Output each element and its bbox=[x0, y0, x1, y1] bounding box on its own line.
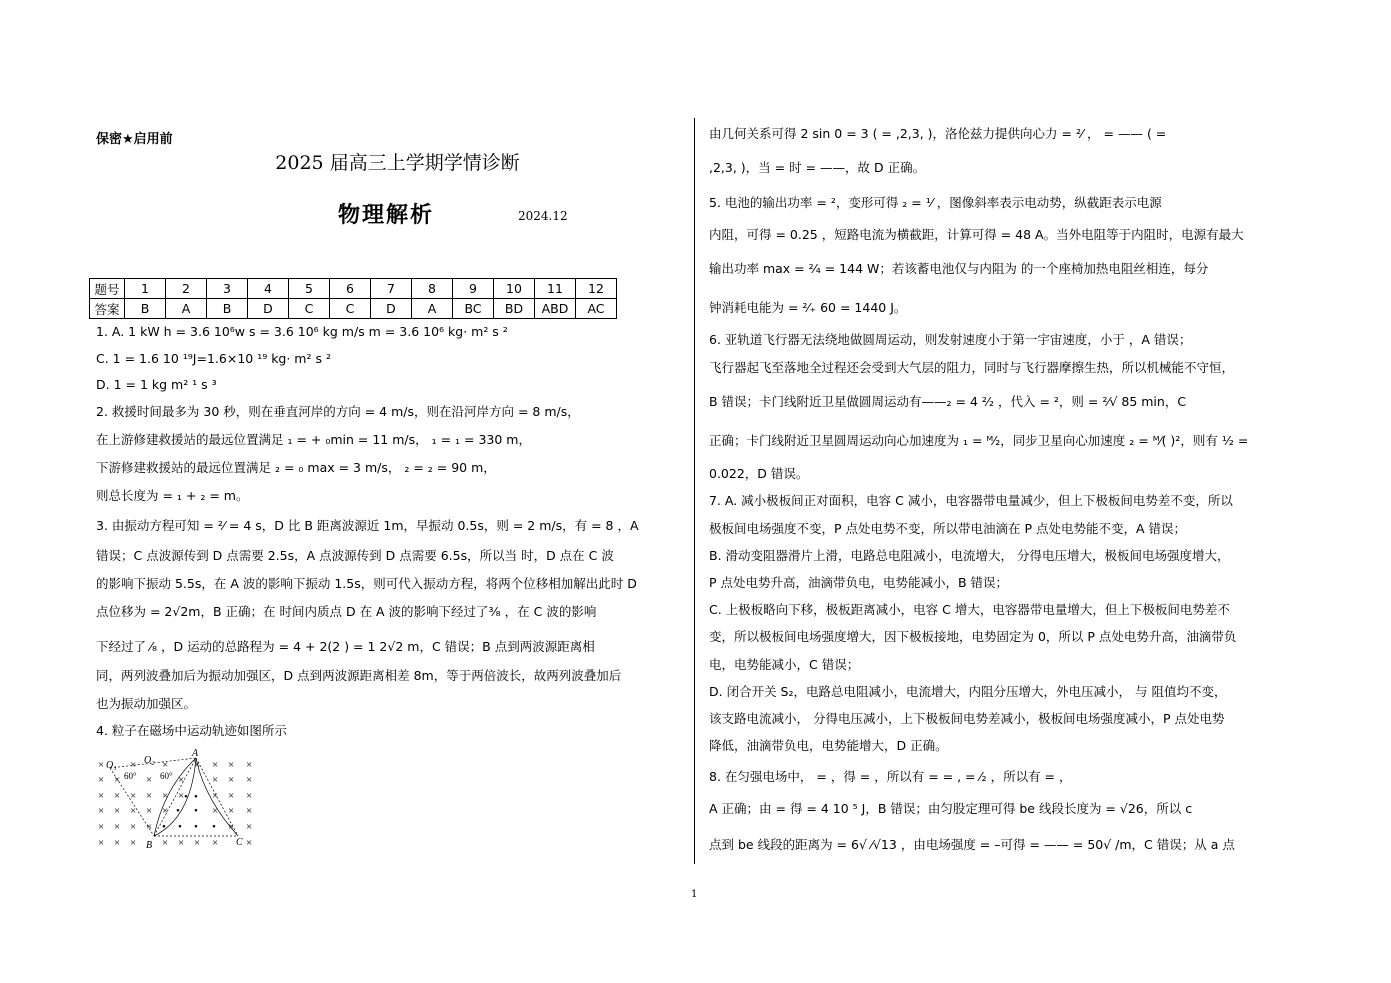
right-text-line: 变，所以极板间电场强度增大，因下极板接地，电势固定为 0，所以 P 点处电势升高，油滴带负 bbox=[709, 629, 1237, 644]
left-text-line: 也为振动加强区。 bbox=[96, 696, 197, 711]
row-label: 题号 bbox=[90, 279, 125, 299]
answer-cell: D bbox=[248, 299, 289, 319]
angle-label: 60° bbox=[124, 771, 137, 781]
cross-mark: × bbox=[130, 821, 137, 833]
dot-mark: • bbox=[194, 821, 198, 833]
cross-mark: × bbox=[98, 837, 105, 849]
left-text-line: 下游修建救援站的最远位置满足 ₂ = ₀ max = 3 m/s， ₂ = ₂ = 90 m， bbox=[96, 460, 496, 475]
cross-mark: × bbox=[130, 805, 137, 817]
answer-cell: BC bbox=[453, 299, 494, 319]
answer-cell: C bbox=[289, 299, 330, 319]
left-text-line: 则总长度为 = ₁ + ₂ = m。 bbox=[96, 488, 249, 503]
left-text-line: 3. 由振动方程可知 = ²⁄ = 4 s，D 比 B 距离波源近 1m，早振动 0.5s，则 = 2 m/s，有 = 8 ，A bbox=[96, 518, 639, 533]
question-number: 7 bbox=[371, 279, 412, 299]
answer-row bbox=[90, 299, 617, 319]
left-text-line: D. 1 = 1 kg m² ¹ s ³ bbox=[96, 377, 217, 392]
page-number: 1 bbox=[691, 889, 698, 900]
dot-mark: • bbox=[178, 821, 182, 833]
left-text-line: C. 1 = 1.6 10 ¹⁹J=1.6×10 ¹⁹ kg· m² s ² bbox=[96, 351, 331, 366]
right-text-line: D. 闭合开关 S₂，电路总电阻减小，电流增大，内阻分压增大，外电压减小， 与 阻值均不变， bbox=[709, 684, 1227, 699]
left-text-line: 在上游修建救援站的最远位置满足 ₁ = + ₀min = 11 m/s， ₁ = ₁ = 330 m， bbox=[96, 432, 531, 447]
left-text-line: 下经过了 ⁄₈ ，D 运动的总路程为 = 4 + 2(2 ) = 1 2√2 m，C 错误；B 点到两波源距离相 bbox=[96, 639, 595, 654]
right-text-line: 7. A. 减小极板间正对面积，电容 C 减小，电容器带电量减少，但上下极板间电势差不变，所以 bbox=[709, 493, 1233, 508]
cross-mark: × bbox=[228, 805, 235, 817]
cross-mark: × bbox=[246, 821, 253, 833]
answer-cell: BD bbox=[494, 299, 535, 319]
right-text-line: 该支路电流减小， 分得电压减小，上下极板间电势差减小，极板间电场强度减小，P 点处电势 bbox=[709, 711, 1225, 726]
question-number: 1 bbox=[125, 279, 166, 299]
question-number: 6 bbox=[330, 279, 371, 299]
left-text-line: 4. 粒子在磁场中运动轨迹如图所示 bbox=[96, 723, 287, 738]
cross-mark: × bbox=[162, 759, 169, 771]
cross-mark: × bbox=[246, 759, 253, 771]
cross-mark: × bbox=[212, 774, 219, 786]
label-b: B bbox=[146, 840, 153, 851]
answer-table bbox=[89, 278, 617, 319]
cross-mark: × bbox=[146, 805, 153, 817]
dot-mark: • bbox=[212, 821, 216, 833]
right-text-line: 8. 在匀强电场中， = ，得 = ，所以有 = = , = ⁄₂ ，所以有 = ， bbox=[709, 769, 1072, 784]
cross-mark: × bbox=[98, 805, 105, 817]
left-text-line: 1. A. 1 kW h = 3.6 10⁶w s = 3.6 10⁶ kg m/s m = 3.6 10⁶ kg· m² s ² bbox=[96, 324, 508, 339]
right-text-line: 点到 be 线段的距离为 = 6√ ⁄√13 ，由电场强度 = –可得 = —— = 50√ /m，C 错误；从 a 点 bbox=[709, 837, 1235, 852]
cross-mark: × bbox=[246, 774, 253, 786]
cross-mark: × bbox=[98, 759, 105, 771]
cross-mark: × bbox=[114, 774, 121, 786]
right-text-line: B 错误；卡门线附近卫星做圆周运动有——₂ = 4 ²⁄₂ ，代入 = ²，则 = ²⁄√ 85 min，C bbox=[709, 394, 1187, 409]
left-text-line: 点位移为 = 2√2m，B 正确；在 时间内质点 D 在 A 波的影响下经过了³⁄₈ ，在 C 波的影响 bbox=[96, 604, 597, 619]
cross-mark: × bbox=[178, 774, 185, 786]
cross-mark: × bbox=[130, 837, 137, 849]
cross-mark: × bbox=[228, 790, 235, 802]
cross-mark: × bbox=[212, 837, 219, 849]
cross-mark: × bbox=[162, 805, 169, 817]
question-number: 10 bbox=[494, 279, 535, 299]
right-text-line: 0.022，D 错误。 bbox=[709, 466, 809, 481]
question-number: 12 bbox=[576, 279, 617, 299]
document-subtitle: 物理解析 bbox=[338, 202, 435, 228]
right-text-line: 极板间电场强度不变，P 点处电势不变，所以带电油滴在 P 点处电势能不变，A 错误； bbox=[709, 521, 1187, 536]
cross-mark: × bbox=[246, 805, 253, 817]
cross-mark: × bbox=[98, 774, 105, 786]
right-text-line: 6. 亚轨道飞行器无法绕地做圆周运动，则发射速度小于第一宇宙速度，小于 ，A 错误； bbox=[709, 332, 1192, 347]
cross-mark: × bbox=[178, 837, 185, 849]
question-number: 8 bbox=[412, 279, 453, 299]
answer-cell: B bbox=[125, 299, 166, 319]
answer-cell: B bbox=[207, 299, 248, 319]
cross-mark: × bbox=[246, 837, 253, 849]
cross-mark: × bbox=[130, 790, 137, 802]
label-o1: O₁ bbox=[106, 760, 117, 771]
answer-cell: ABD bbox=[535, 299, 576, 319]
dot-mark: • bbox=[162, 821, 166, 833]
row-label: 答案 bbox=[90, 299, 125, 319]
right-text-line: 内阻，可得 = 0.25 ，短路电流为横截距，计算可得 = 48 A。当外电阻等于内阻时，电源有最大 bbox=[709, 227, 1244, 242]
cross-mark: × bbox=[228, 821, 235, 833]
question-number: 2 bbox=[166, 279, 207, 299]
cross-mark: × bbox=[212, 790, 219, 802]
dot-mark: • bbox=[184, 791, 188, 803]
right-text-line: A 正确；由 = 得 = 4 10 ⁵ J，B 错误；由匀股定理可得 be 线段长度为 = √26，所以 c bbox=[709, 801, 1193, 816]
right-text-line: 由几何关系可得 2 sin 0 = 3 ( = ,2,3, )，洛伦兹力提供向心力 = ²⁄ ， = —— ( = bbox=[709, 126, 1167, 141]
trajectory-diagram bbox=[96, 748, 266, 853]
left-text-line: 同，两列波叠加后为振动加强区，D 点到两波源距离相差 8m，等于两倍波长，故两列波叠加后 bbox=[96, 668, 622, 683]
cross-mark: × bbox=[146, 774, 153, 786]
cross-mark: × bbox=[98, 790, 105, 802]
dot-mark: • bbox=[194, 791, 198, 803]
cross-mark: × bbox=[114, 837, 121, 849]
cross-mark: × bbox=[114, 821, 121, 833]
right-text-line: 5. 电池的输出功率 = ²，变形可得 ₂ = ¹⁄ ，图像斜率表示电动势，纵截距表示电源 bbox=[709, 195, 1162, 210]
answer-cell: C bbox=[330, 299, 371, 319]
cross-mark: × bbox=[228, 759, 235, 771]
cross-mark: × bbox=[114, 805, 121, 817]
document-date: 2024.12 bbox=[518, 209, 568, 223]
left-text-line: 的影响下振动 5.5s，在 A 波的影响下振动 1.5s，则可代入振动方程，将两个位移相加解出此时 D bbox=[96, 576, 637, 591]
right-text-line: 正确；卡门线附近卫星圆周运动向心加速度为 ₁ = ᴹ⁄₂，同步卫星向心加速度 ₂ = ᴹ⁄( )²，则有 ¹⁄₂ = bbox=[709, 433, 1249, 448]
cross-mark: × bbox=[146, 790, 153, 802]
answer-cell: AC bbox=[576, 299, 617, 319]
answer-cell: A bbox=[412, 299, 453, 319]
cross-mark: × bbox=[98, 821, 105, 833]
right-text-line: 钟消耗电能为 = ²⁄₊ 60 = 1440 J。 bbox=[709, 300, 907, 315]
angle-label: 60° bbox=[160, 771, 173, 781]
column-divider bbox=[694, 118, 695, 864]
cross-mark: × bbox=[212, 805, 219, 817]
right-text-line: 电，电势能减小，C 错误； bbox=[709, 657, 860, 672]
right-text-line: P 点处电势升高，油滴带负电，电势能减小，B 错误； bbox=[709, 575, 1009, 590]
cross-mark: × bbox=[212, 759, 219, 771]
cross-mark: × bbox=[114, 790, 121, 802]
label-c: C bbox=[236, 837, 243, 848]
right-text-line: 输出功率 max = ²⁄₄ = 144 W；若该蓄电池仅与内阻为 的一个座椅加热电阻丝相连，每分 bbox=[709, 261, 1209, 276]
question-number: 5 bbox=[289, 279, 330, 299]
right-text-line: ,2,3, )，当 = 时 = ——，故 D 正确。 bbox=[709, 160, 926, 175]
right-text-line: B. 滑动变阻器滑片上滑，电路总电阻减小，电流增大， 分得电压增大，极板间电场强度增大， bbox=[709, 548, 1230, 563]
left-text-line: 错误；C 点波源传到 D 点需要 2.5s，A 点波源传到 D 点需要 6.5s，所以当 时，D 点在 C 波 bbox=[96, 548, 614, 563]
dot-mark: • bbox=[194, 805, 198, 817]
left-text-line: 2. 救援时间最多为 30 秒，则在垂直河岸的方向 = 4 m/s，则在沿河岸方向 = 8 m/s， bbox=[96, 404, 580, 419]
right-text-line: 降低，油滴带负电，电势能增大，D 正确。 bbox=[709, 738, 948, 753]
label-o2: O₂ bbox=[144, 755, 155, 766]
label-a: A bbox=[192, 748, 199, 759]
cross-mark: × bbox=[162, 837, 169, 849]
confidential-label: 保密★启用前 bbox=[96, 132, 173, 147]
question-number: 11 bbox=[535, 279, 576, 299]
question-number-row bbox=[90, 279, 617, 299]
answer-cell: D bbox=[371, 299, 412, 319]
dot-mark: • bbox=[176, 805, 180, 817]
question-number: 9 bbox=[453, 279, 494, 299]
cross-mark: × bbox=[246, 790, 253, 802]
chord-line bbox=[154, 758, 196, 836]
question-number: 3 bbox=[207, 279, 248, 299]
question-number: 4 bbox=[248, 279, 289, 299]
cross-mark: × bbox=[130, 759, 137, 771]
cross-mark: × bbox=[146, 821, 153, 833]
cross-mark: × bbox=[194, 759, 201, 771]
cross-mark: × bbox=[228, 774, 235, 786]
cross-mark: × bbox=[162, 790, 169, 802]
cross-mark: × bbox=[194, 837, 201, 849]
cross-mark: × bbox=[178, 790, 185, 802]
answer-cell: A bbox=[166, 299, 207, 319]
right-text-line: 飞行器起飞至落地全过程还会受到大气层的阻力，同时与飞行器摩擦生热，所以机械能不守恒， bbox=[709, 360, 1235, 375]
exam-title: 2025 届高三上学期学情诊断 bbox=[275, 152, 520, 174]
right-text-line: C. 上极板略向下移，极板距离减小，电容 C 增大，电容器带电量增大，但上下极板间电势差不 bbox=[709, 602, 1230, 617]
